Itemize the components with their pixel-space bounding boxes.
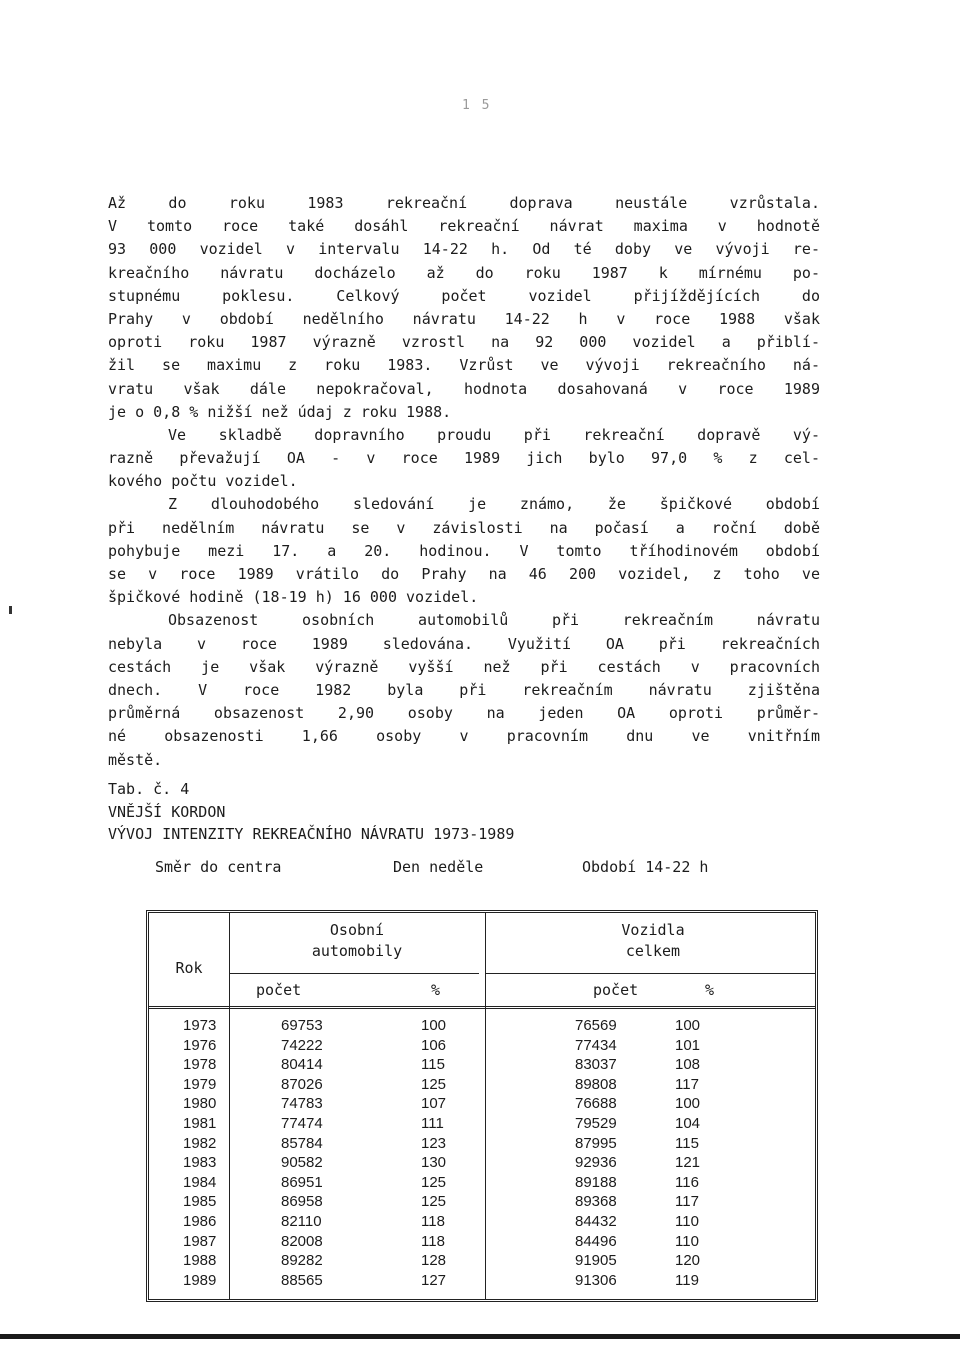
table-row: [149, 1017, 815, 1037]
cell-cars-pct: 125: [421, 1193, 447, 1211]
cell-cars-pct: 106: [421, 1036, 447, 1054]
cell-cars-count: 88565: [281, 1271, 323, 1289]
cell-vehicles-pct: 120: [675, 1252, 701, 1270]
cell-vehicles-count: 91905: [575, 1252, 617, 1270]
table-caption: [108, 778, 514, 846]
cell-cars-pct: 111: [421, 1115, 444, 1132]
cell-year: 1986: [183, 1213, 217, 1230]
header-vehicles: Vozidla: [621, 921, 685, 939]
cell-cars-count: 87026: [281, 1075, 323, 1093]
table-row: [149, 1174, 815, 1194]
cell-vehicles-count: 92936: [575, 1154, 617, 1172]
table-row: [149, 1135, 815, 1155]
cell-vehicles-count: 89188: [575, 1173, 617, 1191]
paragraph-line: kreačního návratu docházelo až do roku 1987 k mírnému po-: [108, 263, 820, 282]
paragraph-line: stupnému poklesu. Celkový počet vozidel přijíždějících do: [108, 286, 820, 305]
paragraph-line: Z dlouhodobého sledování je známo, že špičkové období: [168, 495, 820, 514]
cell-year: 1989: [183, 1271, 217, 1289]
table-row: [149, 1154, 815, 1174]
paragraph-line: né obsazenosti 1,66 osoby v pracovním dnu ve vnitřním: [108, 727, 820, 746]
table-row: [149, 1233, 815, 1253]
cell-vehicles-count: 87995: [575, 1134, 617, 1152]
paragraph-line: průměrná obsazenost 2,90 osoby na jeden OA oproti průměr-: [108, 704, 820, 723]
table-row: [149, 1076, 815, 1096]
cell-vehicles-count: 89808: [575, 1075, 617, 1093]
cell-cars-count: 86951: [281, 1173, 323, 1191]
cell-vehicles-pct: 117: [675, 1075, 699, 1093]
header-vehicles-count: počet: [593, 981, 639, 999]
cell-cars-count: 69753: [281, 1017, 323, 1034]
cell-vehicles-pct: 100: [675, 1095, 701, 1113]
cell-cars-count: 89282: [281, 1252, 323, 1270]
cell-year: 1984: [183, 1173, 217, 1191]
meta-day: Den neděle: [393, 858, 484, 876]
table-title-main: VÝVOJ INTENZITY REKREAČNÍHO NÁVRATU 1973-1989: [108, 825, 515, 843]
cell-vehicles-pct: 104: [675, 1115, 701, 1132]
cell-cars-count: 82008: [281, 1232, 323, 1250]
paragraph-line: žil se maximu z roku 1983. Vzrůst ve vývoji rekreačního ná-: [108, 356, 820, 375]
cell-vehicles-pct: 110: [675, 1213, 699, 1230]
cell-cars-pct: 115: [421, 1056, 445, 1074]
header-cars-count: počet: [256, 981, 302, 999]
paragraph-line: při nedělním návratu se v závislosti na počasí a roční době: [108, 518, 820, 537]
cell-year: 1988: [183, 1252, 217, 1270]
table-number: Tab. č. 4: [108, 780, 190, 798]
table-title-cordon: VNĚJŠÍ KORDON: [108, 802, 226, 821]
header-vehicles-2: celkem: [625, 942, 681, 960]
cell-cars-pct: 130: [421, 1154, 447, 1172]
header-cars: Osobní: [329, 921, 385, 939]
cell-cars-pct: 125: [421, 1173, 447, 1191]
meta-period: Období 14-22 h: [582, 858, 709, 876]
cell-year: 1985: [183, 1193, 217, 1211]
cell-vehicles-count: 91306: [575, 1271, 617, 1289]
cell-vehicles-count: 84496: [575, 1232, 617, 1250]
table-row: [149, 1193, 815, 1213]
cell-cars-count: 77474: [281, 1115, 323, 1132]
cell-cars-pct: 118: [421, 1213, 445, 1230]
paragraph-line: vratu však dále nepokračoval, hodnota dosahovaná v roce 1989: [108, 379, 820, 398]
table-row: [149, 1213, 815, 1233]
cell-vehicles-count: 84432: [575, 1213, 617, 1230]
cell-cars-pct: 127: [421, 1271, 447, 1289]
paragraph-line: Obsazenost osobních automobilů při rekreačním návratu: [168, 611, 820, 630]
cell-vehicles-pct: 115: [675, 1134, 699, 1152]
paragraph-line: městě.: [108, 750, 163, 769]
cell-vehicles-count: 77434: [575, 1036, 617, 1054]
cell-cars-pct: 100: [421, 1017, 447, 1034]
data-table: [146, 910, 818, 1302]
cell-vehicles-pct: 108: [675, 1056, 701, 1074]
paragraph-line: kového počtu vozidel.: [108, 472, 298, 491]
cell-cars-pct: 128: [421, 1252, 447, 1270]
table-row: [149, 1115, 815, 1135]
cell-cars-count: 74783: [281, 1095, 323, 1113]
margin-mark: [9, 606, 12, 614]
page-bottom-rule: [0, 1334, 960, 1339]
cell-year: 1981: [183, 1115, 217, 1132]
cell-cars-pct: 107: [421, 1095, 447, 1113]
header-vehicles-pct: %: [705, 981, 715, 999]
table-divider: [485, 973, 815, 974]
paragraph-line: nebyla v roce 1989 sledována. Využití OA při rekreačních: [108, 634, 820, 653]
table-row: [149, 1095, 815, 1115]
cell-year: 1987: [183, 1232, 217, 1250]
cell-vehicles-pct: 121: [675, 1154, 701, 1172]
cell-cars-count: 85784: [281, 1134, 323, 1152]
paragraph-line: oproti roku 1987 výrazně vzrostl na 92 000 vozidel a přiblí-: [108, 333, 820, 352]
cell-cars-count: 74222: [281, 1036, 323, 1054]
cell-vehicles-count: 76569: [575, 1017, 617, 1034]
paragraph-line: je o 0,8 % nižší než údaj z roku 1988.: [108, 402, 452, 421]
cell-vehicles-pct: 100: [675, 1017, 701, 1034]
cell-cars-count: 80414: [281, 1056, 323, 1074]
paragraph-line: dnech. V roce 1982 byla při rekreačním návratu zjištěna: [108, 680, 820, 699]
cell-vehicles-count: 83037: [575, 1056, 617, 1074]
paragraph-line: Až do roku 1983 rekreační doprava neustále vzrůstala.: [108, 194, 820, 212]
paragraph-line: se v roce 1989 vrátilo do Prahy na 46 200 vozidel, z toho ve: [108, 565, 820, 583]
paragraph-line: 93 000 vozidel v intervalu 14-22 h. Od té doby ve vývoji re-: [108, 240, 820, 259]
cell-cars-pct: 118: [421, 1232, 445, 1250]
header-year: Rok: [175, 959, 203, 977]
paragraph-line: špičkové hodině (18-19 h) 16 000 vozidel.: [108, 588, 479, 607]
paragraph-line: pohybuje mezi 17. a 20. hodinou. V tomto tříhodinovém období: [108, 541, 820, 560]
cell-year: 1982: [183, 1134, 217, 1152]
cell-cars-pct: 123: [421, 1134, 447, 1152]
cell-vehicles-count: 76688: [575, 1095, 617, 1113]
paragraph-line: Ve skladbě dopravního proudu při rekreační dopravě vý-: [168, 425, 820, 444]
header-cars-pct: %: [431, 981, 441, 999]
meta-direction: Směr do centra: [155, 858, 282, 876]
table-row: [149, 1272, 815, 1292]
cell-year: 1979: [183, 1075, 217, 1093]
header-cars-2: automobily: [311, 942, 403, 960]
cell-cars-count: 86958: [281, 1193, 323, 1211]
cell-cars-pct: 125: [421, 1075, 447, 1093]
cell-vehicles-pct: 119: [675, 1271, 699, 1289]
cell-cars-count: 90582: [281, 1154, 323, 1172]
cell-vehicles-pct: 101: [675, 1036, 701, 1054]
cell-vehicles-pct: 117: [675, 1193, 699, 1211]
cell-year: 1973: [183, 1017, 217, 1034]
cell-year: 1978: [183, 1056, 217, 1074]
table-row: [149, 1252, 815, 1272]
paragraph-line: cestách je však výrazně vyšší než při cestách v pracovních: [108, 657, 820, 676]
table-row: [149, 1056, 815, 1076]
paragraph-line: razně převažují OA - v roce 1989 jich bylo 97,0 % z cel-: [108, 449, 820, 468]
cell-vehicles-count: 79529: [575, 1115, 617, 1132]
body-text: [108, 192, 820, 772]
paragraph-line: Prahy v období nedělního návratu 14-22 h v roce 1988 však: [108, 309, 820, 328]
table-divider: [229, 973, 479, 974]
cell-year: 1976: [183, 1036, 217, 1054]
cell-cars-count: 82110: [281, 1213, 322, 1230]
cell-vehicles-count: 89368: [575, 1193, 617, 1211]
table-row: [149, 1037, 815, 1057]
page-number-mark: 1 5: [462, 98, 492, 113]
paragraph-line: V tomto roce také dosáhl rekreační návrat maxima v hodnotě: [108, 217, 820, 236]
cell-year: 1983: [183, 1154, 217, 1172]
table-divider: [149, 1006, 815, 1009]
cell-vehicles-pct: 116: [675, 1173, 699, 1191]
cell-year: 1980: [183, 1095, 217, 1113]
cell-vehicles-pct: 110: [675, 1232, 699, 1250]
